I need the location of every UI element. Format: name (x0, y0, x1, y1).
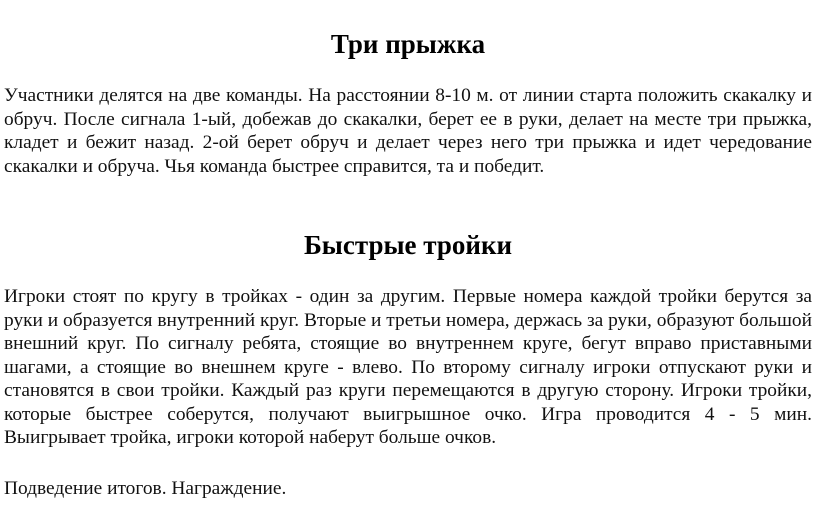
section-title-three-jumps: Три прыжка (330, 29, 486, 59)
closing-text: Подведение итогов. Награждение. (4, 478, 287, 499)
section-title-fast-triples: Быстрые тройки (303, 230, 513, 260)
section-text-three-jumps: Участники делятся на две команды. На расстоянии 8-10 м. от линии старта положить скакалку и обруч. После сигнала 1-ый, добежав до скакалки, берет ее в руки, делает на месте три прыжка, кладет и бежит назад. 2-ой берет обруч и делает через него три прыжка и идет чередование скакалки и обруча. Чья команда быстрее справится, та и победит. (4, 85, 812, 177)
section-text-fast-triples: Игроки стоят по кругу в тройках - один за другим. Первые номера каждой тройки берутся за руки и образуется внутренний круг. Вторые и третьи номера, держась за руки, образуют большой внешний круг. По сигналу ребята, стоящие во внутреннем круге, бегут вправо приставными шагами, а стоящие во внешнем круге - влево. По второму сигналу игроки отпускают руки и становятся в свои тройки. Каждый раз круги перемещаются в другую сторону. Игроки тройки, которые быстрее соберутся, получают выигрышное очко. Игра проводится 4 - 5 мин. Выигрывает тройка, игроки которой наберут больше очков. (4, 286, 812, 448)
